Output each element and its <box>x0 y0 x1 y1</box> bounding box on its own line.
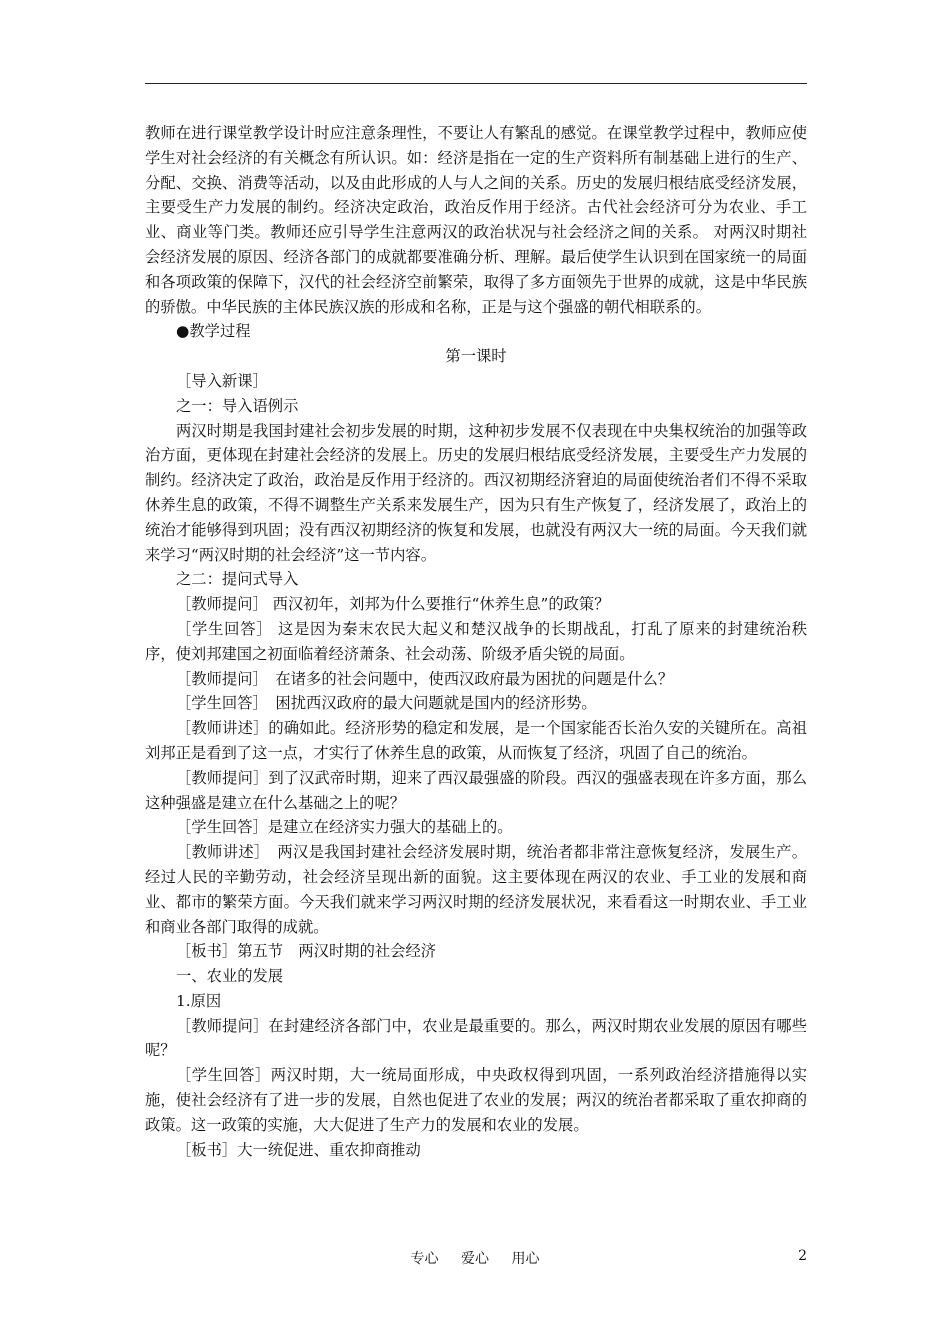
paragraph: ［教师讲述］的确如此。经济形势的稳定和发展，是一个国家能否长治久安的关键所在。高祖刘邦正是看到了这一点，才实行了休养生息的政策，从而恢复了经济，巩固了自己的统治。 <box>145 719 807 762</box>
paragraph: 1.原因 <box>176 991 222 1010</box>
paragraph: ［教师提问］ 西汉初年，刘邦为什么要推行“休养生息”的政策？ <box>176 595 610 614</box>
page-number: 2 <box>798 1248 807 1264</box>
paragraph: ［学生回答］两汉时期，大一统局面形成，中央政权得到巩固，一系列政治经济措施得以实施，使社会经济有了进一步的发展，自然也促进了农业的发展；两汉的统治者都采取了重农抑商的政策。这一政策的实施，大大促进了生产力的发展和农业的发展。 <box>145 1066 807 1134</box>
paragraph: ［学生回答］ 困扰西汉政府的最大问题就是国内的经济形势。 <box>176 694 597 713</box>
paragraph: ［学生回答］ 这是因为秦末农民大起义和楚汉战争的长期战乱，打乱了原来的封建统治秩序，使刘邦建国之初面临着经济萧条、社会动荡、阶级矛盾尖锐的局面。 <box>145 619 807 663</box>
paragraph: ［板书］大一统促进、重农抑商推动 <box>176 1140 421 1159</box>
paragraph: 一、农业的发展 <box>176 967 284 986</box>
paragraph: ［教师讲述］ 两汉是我国封建社会经济发展时期，统治者都非常注意恢复经济，发展生产。经过人民的辛勤劳动，社会经济呈现出新的面貌。这主要体现在两汉的农业、手工业的发展和商业、都市的繁荣方面。今天我们就来学习两汉时期的经济发展状况，来看看这一时期农业、手工业和商业各部门取得的成就。 <box>145 843 807 936</box>
intro-paragraph: 教师在进行课堂教学设计时应注意条理性，不要让人有繁乱的感觉。在课堂教学过程中，教师应使学生对社会经济的有关概念有所认识。如：经济是指在一定的生产资料所有制基础上进行的生产、分配、交换、消费等活动，以及由此形成的人与人之间的关系。历史的发展归根结底受经济发展，主要受生产力发展的制约。经济决定政治，政治反作用于经济。古代社会经济可分为农业、手工业、商业等门类。教师还应引导学生注意两汉的政治状况与社会经济之间的关系。 对两汉时期社会经济发展的原因、经济各部门的成就都要准确分析、理解。最后使学生认识到在国家统一的局面和各项政策的保障下，汉代的社会经济空前繁荣，取得了多方面领先于世界的成就，这是中华民族的骄傲。中华民族的主体民族汉族的形成和名称，正是与这个强盛的朝代相联系的。 <box>145 124 807 316</box>
page-footer: 专心 爱心 用心 <box>410 1251 540 1267</box>
paragraph: 之二：提问式导入 <box>176 570 299 589</box>
paragraph: 之一：导入语例示 <box>176 396 299 415</box>
page-body <box>145 121 807 1162</box>
paragraph: ［教师提问］在封建经济各部门中，农业是最重要的。那么，两汉时期农业发展的原因有哪些呢？ <box>145 1016 807 1060</box>
paragraph: ［板书］第五节 两汉时期的社会经济 <box>176 942 437 961</box>
paragraph: ［教师提问］ 在诸多的社会问题中，使西汉政府最为困扰的问题是什么？ <box>176 669 674 688</box>
paragraph: ［教师提问］到了汉武帝时期，迎来了西汉最强盛的阶段。西汉的强盛表现在许多方面，那么这种强盛是建立在什么基础之上的呢？ <box>145 768 807 812</box>
paragraph: 两汉时期是我国封建社会初步发展的时期，这种初步发展不仅表现在中央集权统治的加强等政治方面，更体现在封建社会经济的发展上。历史的发展归根结底受经济发展，主要受生产力发展的制约。经济决定了政治，政治是反作用于经济的。西汉初期经济窘迫的局面使统治者们不得不采取休养生息的政策，不得不调整生产关系来发展生产，因为只有生产恢复了，经济发展了，政治上的统治才能够得到巩固；没有西汉初期经济的恢复和发展，也就没有两汉大一统的局面。今天我们就来学习“两汉时期的社会经济”这一节内容。 <box>145 421 807 564</box>
paragraph: ［学生回答］是建立在经济实力强大的基础上的。 <box>176 818 513 837</box>
header-rule <box>145 83 807 84</box>
lesson-title: 第一课时 <box>445 347 507 366</box>
paragraph: ［导入新课］ <box>176 371 268 390</box>
section-heading: ●教学过程 <box>176 322 251 341</box>
